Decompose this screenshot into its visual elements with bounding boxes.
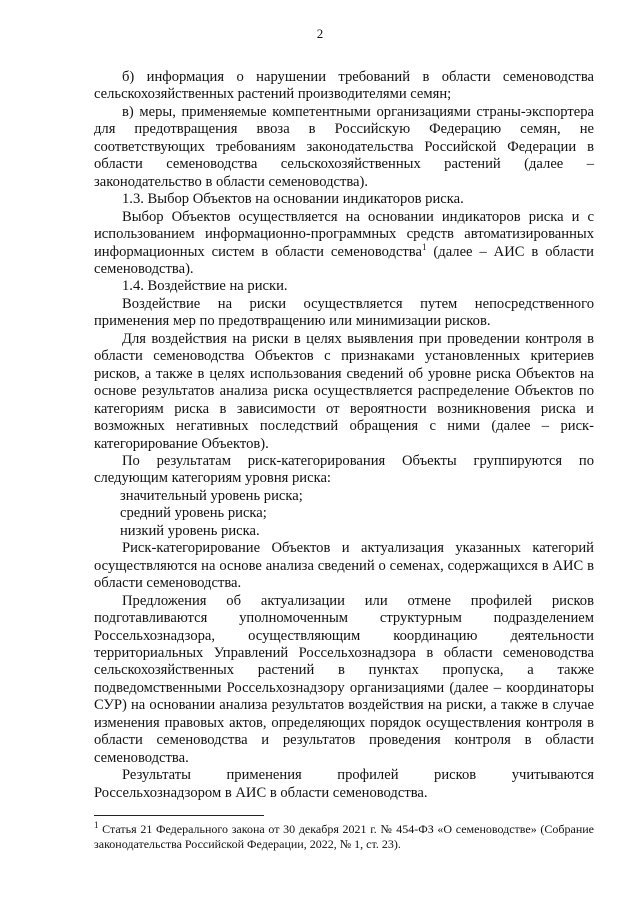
paragraph-grouping: По результатам риск-категорирования Объекты группируются по следующим категориям уровня риска:	[94, 452, 594, 487]
paragraph-results: Результаты применения профилей рисков учитываются Россельхознадзором в АИС в области семеноводства.	[94, 767, 594, 801]
section-1-3-heading: 1.3. Выбор Объектов на основании индикаторов риска.	[122, 191, 464, 208]
paragraph-categorization-update: Риск-категорирование Объектов и актуализация указанных категорий осуществляются на основе анализа сведений о семенах, содержащихся в АИС в области семеноводства.	[94, 540, 594, 592]
section-1-4-heading: 1.4. Воздействие на риски.	[122, 278, 288, 295]
list-item-low: низкий уровень риска.	[120, 522, 260, 539]
footnote-reference: 1	[421, 241, 427, 252]
paragraph-v: в) меры, применяемые компетентными организациями страны-экспортера для предотвращения ввоза в Российскую Федерацию семян, не соответствующих требованиям законодательства Российской Федерации в области семеноводства сельскохозяйственных растений (далее – законодательство в области семеноводства).	[94, 103, 594, 190]
footnote-text: Статья 21 Федерального закона от 30 декабря 2021 г. № 454-ФЗ «О семеноводстве» (Собрание законодательства Российской Федерации, 2022, № 1, ст. 23).	[94, 822, 594, 851]
list-item-significant: значительный уровень риска;	[120, 487, 303, 504]
paragraph-risk-categorization: Для воздействия на риски в целях выявления при проведении контроля в области семеноводства Объектов с признаками установленных критериев рисков, а также в целях использования сведений об уровне риска Объектов на основе результатов анализа риска осуществляется распределение Объектов по категориям риска в зависимости от вероятности возникновения риска и возможных негативных последствий обращения с ними (далее – риск-категорирование Объектов).	[94, 330, 594, 452]
page-number: 2	[316, 26, 324, 41]
list-item-medium: средний уровень риска;	[120, 505, 267, 522]
footnote-marker: 1	[94, 820, 99, 830]
paragraph-object-selection	[94, 209, 594, 279]
body-text	[94, 69, 594, 802]
paragraph-object-selection-text: Выбор Объектов осуществляется на основании индикаторов риска и с использованием информационно-программных средств автоматизированных информационных систем в области семеноводства	[94, 208, 594, 260]
paragraph-proposals: Предложения об актуализации или отмене профилей рисков подготавливаются уполномоченным структурным подразделением Россельхознадзора, осуществляющим координацию деятельности территориальных Управлений Россельхознадзора в области семеноводства сельскохозяйственных растений в пунктах пропуска, а также подведомственными Россельхознадзору организациями (далее – координаторы СУР) на основании анализа результатов воздействия на риски, а также в случае изменения правовых актов, определяющих порядок осуществления контроля в области семеноводства и результатов проведения контроля в области семеноводства.	[94, 592, 594, 766]
footnote-separator	[94, 815, 264, 816]
footnote	[94, 822, 594, 852]
paragraph-risk-impact: Воздействие на риски осуществляется путем непосредственного применения мер по предотвращению или минимизации рисков.	[94, 295, 594, 330]
paragraph-b: б) информация о нарушении требований в области семеноводства сельскохозяйственных растений производителями семян;	[94, 69, 594, 103]
paragraph-object-selection-tail: (далее – АИС в области семеноводства).	[94, 243, 594, 277]
